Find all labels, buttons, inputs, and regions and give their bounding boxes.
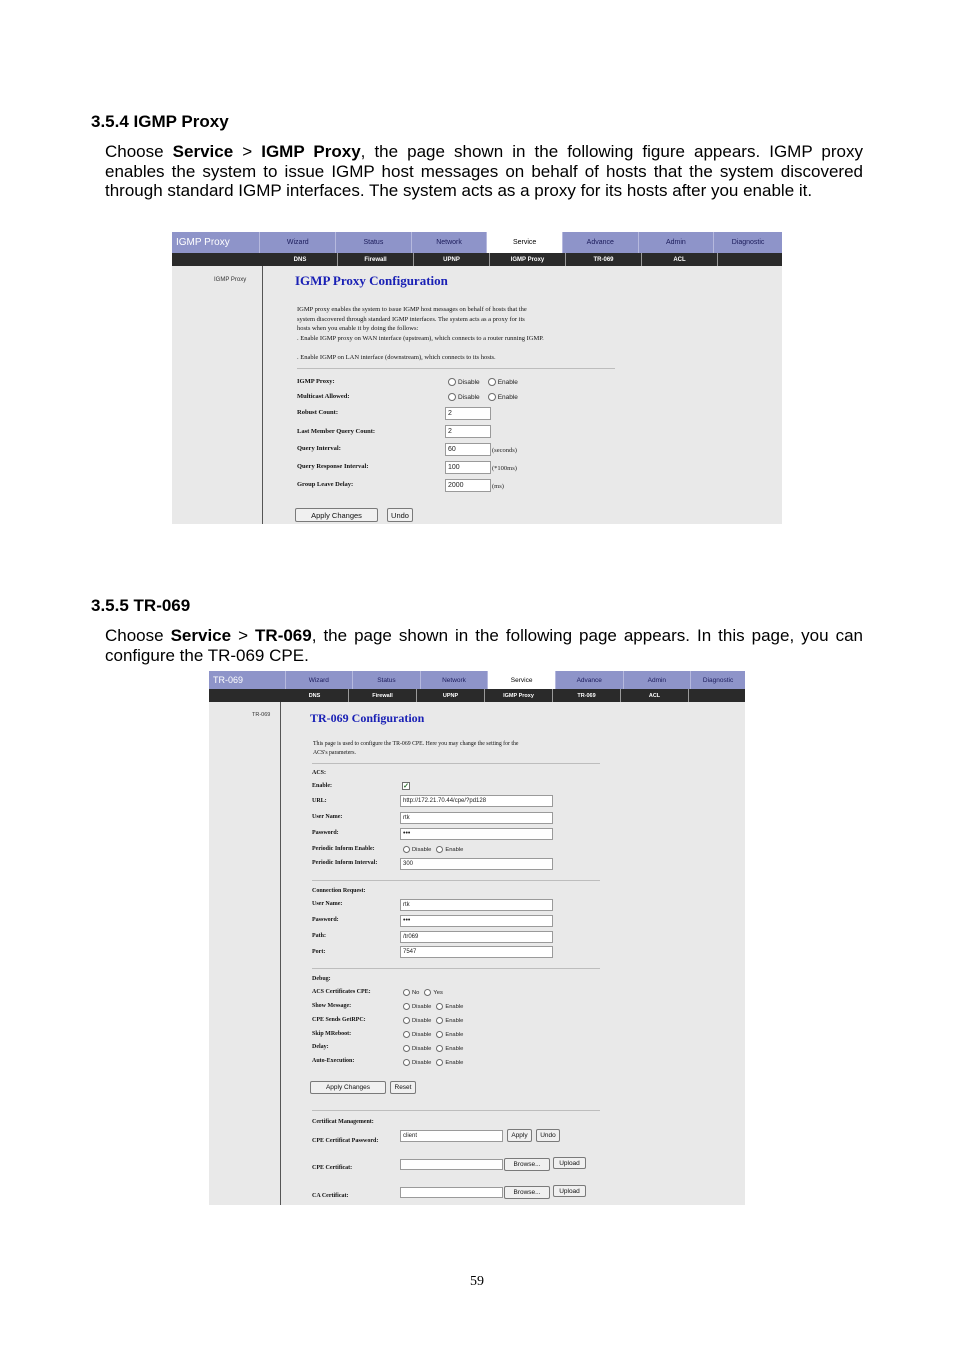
- divider: [312, 968, 600, 969]
- acs-heading: ACS:: [312, 770, 327, 776]
- disable-radio[interactable]: [403, 1045, 410, 1052]
- acs-password-input[interactable]: •••: [400, 828, 553, 840]
- group-leave-input[interactable]: 2000: [445, 479, 491, 492]
- igmp-proxy-label: IGMP Proxy:: [297, 378, 335, 385]
- subtab-upnp[interactable]: UPNP: [417, 689, 485, 702]
- tab-advance[interactable]: Advance: [562, 232, 638, 253]
- ca-cert-browse-button[interactable]: Browse...: [504, 1186, 550, 1199]
- acs-enable-checkbox[interactable]: ✓: [403, 783, 409, 790]
- periodic-disable-radio[interactable]: [403, 846, 410, 853]
- para-menu: Service: [172, 142, 234, 161]
- group-leave-label: Group Leave Delay:: [297, 481, 354, 488]
- top-nav: [172, 232, 782, 253]
- disable-radio[interactable]: [403, 1031, 410, 1038]
- radio-label: Enable: [445, 1003, 464, 1010]
- divider: [312, 880, 600, 881]
- nav-brand: IGMP Proxy: [176, 237, 230, 248]
- undo-button[interactable]: Undo: [387, 508, 413, 522]
- enable-radio[interactable]: [436, 1031, 443, 1038]
- debug-auto-execution-radios: [403, 1059, 463, 1066]
- sub-nav: [209, 689, 745, 702]
- ca-cert-file-input[interactable]: [400, 1187, 503, 1198]
- option-2-radio[interactable]: [424, 989, 431, 996]
- conn-port-input[interactable]: 7547: [400, 946, 553, 958]
- divider: [297, 368, 615, 369]
- disable-radio[interactable]: [403, 1059, 410, 1066]
- radio-label: Enable: [497, 378, 518, 386]
- tab-admin[interactable]: Admin: [623, 671, 691, 689]
- radio-label: Disable: [412, 1003, 432, 1010]
- query-response-input[interactable]: 100: [445, 461, 491, 474]
- igmp-proxy-disable-radio[interactable]: [448, 378, 456, 386]
- conn-password-input[interactable]: •••: [400, 915, 553, 927]
- subtab-igmp-proxy[interactable]: IGMP Proxy: [485, 689, 553, 702]
- subtab-acl[interactable]: ACL: [621, 689, 689, 702]
- tr069-screenshot: [209, 671, 745, 1205]
- query-interval-unit: (seconds): [492, 447, 517, 454]
- section-paragraph-tr069: [105, 626, 863, 665]
- acs-username-label: User Name:: [312, 814, 343, 820]
- para-text: Choose: [105, 626, 171, 645]
- subtab-firewall[interactable]: Firewall: [349, 689, 417, 702]
- conn-heading: Connection Request:: [312, 888, 366, 894]
- igmp-proxy-screenshot: [172, 232, 782, 524]
- para-menu: Service: [170, 626, 232, 645]
- radio-label: Disable: [412, 846, 432, 853]
- intro-line: . Enable IGMP proxy on WAN interface (upstream), which connects to a router running IGMP.: [297, 334, 544, 342]
- conn-password-label: Password:: [312, 917, 339, 923]
- multicast-enable-radio[interactable]: [488, 393, 496, 401]
- cert-undo-button[interactable]: Undo: [536, 1129, 560, 1142]
- tab-network[interactable]: Network: [411, 232, 487, 253]
- intro-text: [313, 740, 518, 757]
- page-title: TR-069 Configuration: [310, 711, 425, 725]
- multicast-disable-radio[interactable]: [448, 393, 456, 401]
- option-1-radio[interactable]: [403, 989, 410, 996]
- query-interval-input[interactable]: 60: [445, 443, 491, 456]
- enable-radio[interactable]: [436, 1059, 443, 1066]
- acs-url-label: URL:: [312, 798, 327, 804]
- radio-label: Disable: [412, 1045, 432, 1052]
- para-rest: , the page shown in the following figure appears. IGMP proxy enables the system to issue IGMP host messages on behalf of hosts that the system discovered through standard IGMP interfaces. The system acts as a proxy for its hosts after you enable it.: [105, 142, 863, 200]
- cpe-cert-password-label: CPE Certificat Password:: [312, 1138, 379, 1144]
- sidebar: [172, 266, 263, 524]
- tab-advance[interactable]: Advance: [555, 671, 623, 689]
- debug-row-label: ACS Certificates CPE:: [312, 989, 371, 995]
- disable-radio[interactable]: [403, 1003, 410, 1010]
- tab-wizard[interactable]: Wizard: [285, 671, 353, 689]
- query-response-unit: (*100ms): [492, 465, 517, 472]
- sub-nav: [172, 253, 782, 266]
- cpe-cert-label: CPE Certificat:: [312, 1165, 353, 1171]
- radio-label: Enable: [445, 846, 464, 853]
- acs-enable-label: Enable:: [312, 783, 333, 789]
- debug-acs-cert-radios: [403, 989, 443, 996]
- cpe-cert-password-input[interactable]: client: [400, 1130, 503, 1142]
- cert-apply-button[interactable]: Apply: [507, 1129, 532, 1142]
- acs-url-input[interactable]: http://172.21.70.44/cpe/?pd128: [400, 795, 553, 807]
- robust-count-input[interactable]: 2: [445, 407, 491, 420]
- query-interval-label: Query Interval:: [297, 445, 341, 452]
- last-member-label: Last Member Query Count:: [297, 428, 376, 435]
- subtab-tr069[interactable]: TR-069: [553, 689, 621, 702]
- periodic-inform-label: Periodic Inform Enable:: [312, 846, 375, 852]
- acs-username-input[interactable]: rtk: [400, 812, 553, 824]
- nav-brand: TR-069: [213, 675, 244, 685]
- conn-path-label: Path:: [312, 933, 326, 939]
- conn-port-label: Port:: [312, 949, 326, 955]
- conn-username-label: User Name:: [312, 901, 343, 907]
- multicast-label: Multicast Allowed:: [297, 393, 350, 400]
- subtab-acl[interactable]: ACL: [642, 253, 718, 266]
- radio-label: Disable: [412, 1059, 432, 1066]
- periodic-interval-input[interactable]: 300: [400, 858, 553, 870]
- debug-delay-radios: [403, 1045, 463, 1052]
- radio-label: Enable: [445, 1045, 464, 1052]
- multicast-radios: [448, 393, 518, 401]
- section-heading-tr069: 3.5.5 TR-069: [91, 596, 191, 615]
- enable-radio[interactable]: [436, 1045, 443, 1052]
- intro-line: . Enable IGMP on LAN interface (downstream), which connects to its hosts.: [297, 354, 496, 361]
- top-nav: [209, 671, 745, 689]
- tab-admin[interactable]: Admin: [638, 232, 714, 253]
- periodic-inform-radios: [403, 846, 463, 853]
- debug-heading: Debug:: [312, 976, 331, 982]
- para-item: IGMP Proxy: [261, 142, 361, 161]
- ca-cert-label: CA Certificat:: [312, 1193, 349, 1199]
- subtab-upnp[interactable]: UPNP: [414, 253, 490, 266]
- radio-label: Yes: [433, 989, 443, 996]
- query-response-label: Query Response Interval:: [297, 463, 369, 470]
- periodic-enable-radio[interactable]: [436, 846, 443, 853]
- intro-line: system discovered through standard IGMP interfaces. The system acts as a proxy for its: [297, 315, 525, 323]
- debug-getrpc-radios: [403, 1017, 463, 1024]
- robust-count-label: Robust Count:: [297, 409, 338, 416]
- debug-row-label: Auto-Execution:: [312, 1058, 355, 1064]
- radio-label: Enable: [445, 1017, 464, 1024]
- igmp-proxy-radios: [448, 378, 518, 386]
- apply-changes-button[interactable]: Apply Changes: [310, 1081, 386, 1094]
- tab-service[interactable]: Service: [486, 232, 562, 253]
- tab-diagnostic[interactable]: Diagnostic: [690, 671, 745, 689]
- para-item: TR-069: [255, 626, 312, 645]
- periodic-interval-label: Periodic Inform Interval:: [312, 860, 378, 866]
- sidebar: [209, 702, 281, 1205]
- debug-row-label: Delay:: [312, 1044, 329, 1050]
- cert-heading: Certificat Management:: [312, 1119, 374, 1125]
- subtab-igmp-proxy[interactable]: IGMP Proxy: [490, 253, 566, 266]
- page-number: 59: [470, 1274, 484, 1289]
- divider: [312, 763, 600, 764]
- subtab-tr069[interactable]: TR-069: [566, 253, 642, 266]
- enable-radio[interactable]: [436, 1003, 443, 1010]
- sidebar-item-igmp-proxy[interactable]: IGMP Proxy: [214, 277, 247, 283]
- radio-label: Disable: [458, 393, 480, 401]
- intro-text: [297, 305, 544, 363]
- page-title: IGMP Proxy Configuration: [295, 273, 448, 288]
- debug-row-label: CPE Sends GetRPC:: [312, 1017, 366, 1023]
- radio-label: Disable: [412, 1017, 432, 1024]
- tab-service[interactable]: Service: [487, 671, 555, 689]
- subtab-dns[interactable]: DNS: [281, 689, 349, 702]
- para-rest: , the page shown in the following page appears. In this page, you can configure the TR-069 CPE.: [105, 626, 863, 665]
- radio-label: No: [412, 989, 420, 996]
- disable-radio[interactable]: [403, 1017, 410, 1024]
- intro-line: IGMP proxy enables the system to issue IGMP host messages on behalf of hosts that the: [297, 306, 527, 313]
- tab-wizard[interactable]: Wizard: [259, 232, 335, 253]
- cpe-cert-upload-button[interactable]: Upload: [553, 1157, 586, 1169]
- cpe-cert-file-input[interactable]: [400, 1159, 503, 1170]
- subtab-firewall[interactable]: Firewall: [338, 253, 414, 266]
- para-sep: >: [231, 626, 256, 645]
- radio-label: Enable: [445, 1059, 464, 1066]
- radio-label: Enable: [497, 393, 518, 401]
- tab-status[interactable]: Status: [335, 232, 411, 253]
- debug-row-label: Show Message:: [312, 1003, 352, 1009]
- intro-line: hosts when you enable it by doing the follows:: [297, 325, 419, 332]
- debug-show-message-radios: [403, 1003, 463, 1010]
- debug-row-label: Skip MReboot:: [312, 1031, 352, 1037]
- intro-line: ACS's parameters.: [313, 749, 356, 756]
- tab-diagnostic[interactable]: Diagnostic: [713, 232, 782, 253]
- cpe-cert-browse-button[interactable]: Browse...: [504, 1158, 550, 1171]
- tab-status[interactable]: Status: [352, 671, 420, 689]
- radio-label: Disable: [458, 378, 480, 386]
- subtab-dns[interactable]: DNS: [263, 253, 338, 266]
- radio-label: Enable: [445, 1031, 464, 1038]
- apply-changes-button[interactable]: Apply Changes: [295, 508, 378, 522]
- ca-cert-upload-button[interactable]: Upload: [553, 1185, 586, 1197]
- para-text: Choose: [105, 142, 173, 161]
- tab-network[interactable]: Network: [420, 671, 488, 689]
- reset-button[interactable]: Reset: [390, 1081, 416, 1094]
- conn-username-input[interactable]: rtk: [400, 899, 553, 911]
- section-paragraph-igmp: [105, 142, 863, 201]
- enable-radio[interactable]: [436, 1017, 443, 1024]
- debug-skip-mreboot-radios: [403, 1031, 463, 1038]
- para-sep: >: [233, 142, 262, 161]
- radio-label: Disable: [412, 1031, 432, 1038]
- section-heading-igmp: 3.5.4 IGMP Proxy: [91, 112, 229, 131]
- igmp-proxy-enable-radio[interactable]: [488, 378, 496, 386]
- last-member-input[interactable]: 2: [445, 425, 491, 438]
- intro-line: This page is used to configure the TR-069 CPE. Here you may change the setting for the: [313, 741, 519, 747]
- conn-path-input[interactable]: /tr069: [400, 931, 553, 943]
- sidebar-item-tr069[interactable]: TR-069: [252, 712, 271, 718]
- group-leave-unit: (ms): [492, 483, 504, 490]
- divider: [312, 1110, 600, 1111]
- acs-password-label: Password:: [312, 830, 339, 836]
